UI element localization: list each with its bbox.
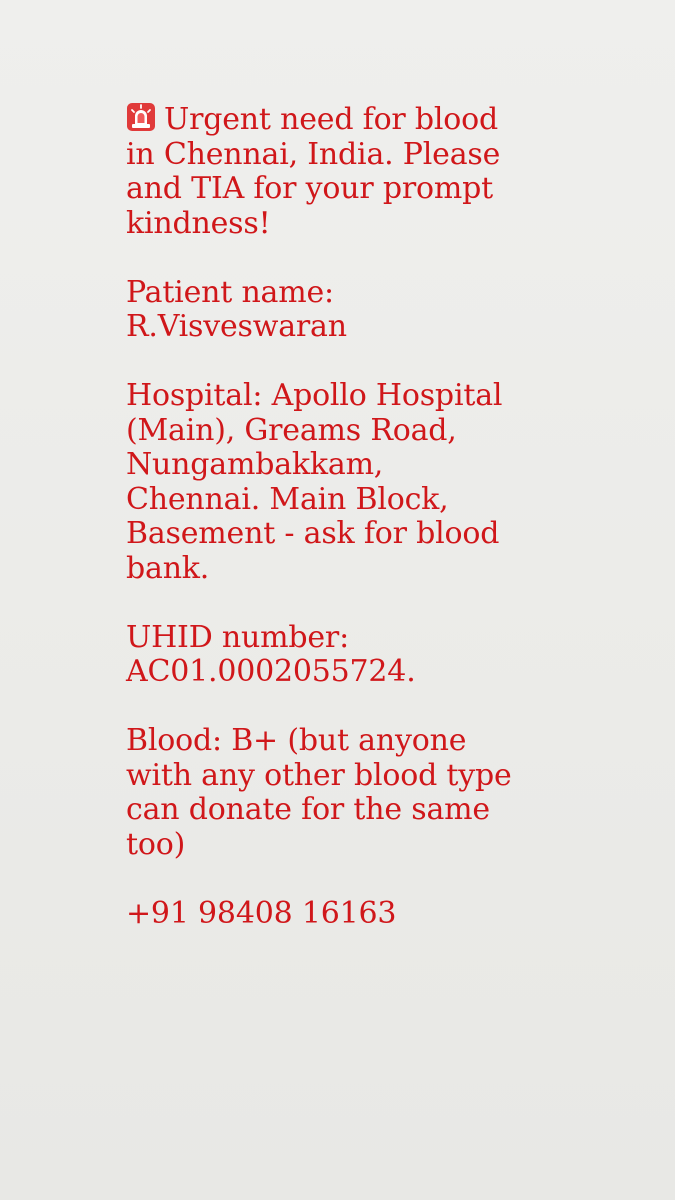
uhid-value: AC01.0002055724.: [126, 654, 416, 689]
contact-phone: +91 98408 16163: [126, 895, 397, 931]
rotating-light-icon: [126, 102, 156, 132]
patient-name: R.Visveswaran: [126, 309, 347, 344]
hospital-line-6: bank.: [126, 550, 210, 586]
blood-paragraph: [126, 724, 556, 862]
blood-line-1: Blood: B+ (but anyone: [126, 723, 467, 758]
intro-line-4: kindness!: [126, 205, 271, 241]
intro-line-1: [126, 102, 556, 138]
contact-paragraph: [126, 897, 556, 932]
blood-line-2: with any other blood type: [126, 757, 512, 793]
intro-paragraph: [126, 102, 556, 241]
blood-line-3: can donate for the same: [126, 792, 490, 827]
blood-request-text: [126, 102, 556, 931]
hospital-line-2: (Main), Greams Road,: [126, 412, 457, 448]
hospital-line-4: Chennai. Main Block,: [126, 481, 449, 517]
intro-line-3: and TIA for your prompt: [126, 171, 493, 206]
hospital-line-3: Nungambakkam,: [126, 447, 384, 482]
hospital-line-5: Basement - ask for blood: [126, 516, 500, 551]
patient-paragraph: [126, 276, 556, 345]
uhid-paragraph: [126, 621, 556, 690]
patient-label: Patient name:: [126, 274, 334, 310]
hospital-line-1: Hospital: Apollo Hospital: [126, 378, 503, 413]
intro-line-2: in Chennai, India. Please: [126, 136, 501, 172]
blood-line-4: too): [126, 826, 186, 862]
hospital-paragraph: [126, 379, 556, 586]
uhid-label: UHID number:: [126, 619, 349, 655]
intro-line-1-text: Urgent need for blood: [164, 102, 499, 137]
